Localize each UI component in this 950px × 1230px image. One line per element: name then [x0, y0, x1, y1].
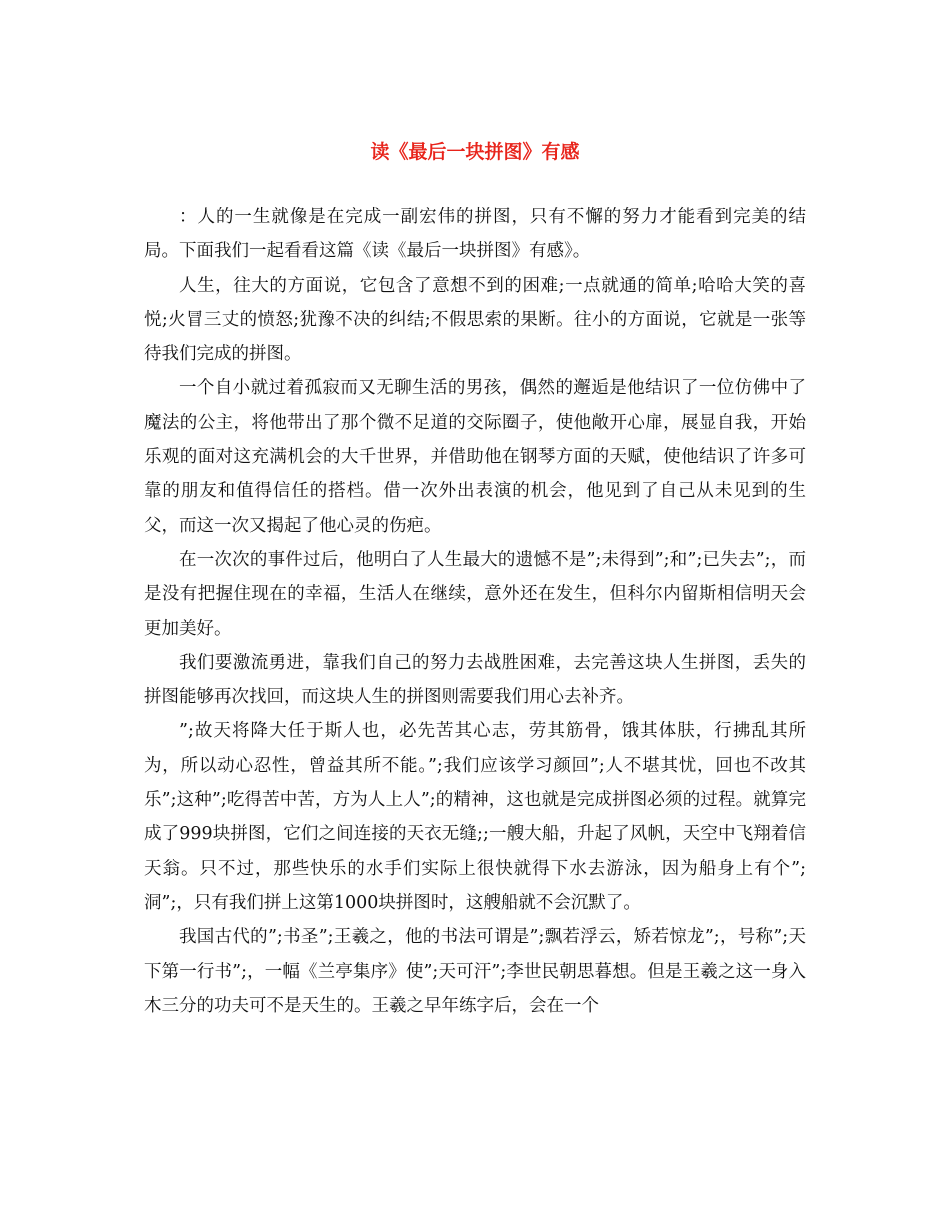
paragraph: 人生，往大的方面说，它包含了意想不到的困难;一点就通的简单;哈哈大笑的喜悦;火冒三丈的愤怒;犹豫不决的纠结;不假思索的果断。往小的方面说，它就是一张等待我们完成的拼图。 [144, 275, 806, 365]
paragraph: 我们要激流勇进，靠我们自己的努力去战胜困难，去完善这块人生拼图，丢失的拼图能够再次找回，而这块人生的拼图则需要我们用心去补齐。 [144, 652, 806, 708]
paragraph: 我国古代的”;书圣”;王羲之，他的书法可谓是”;飘若浮云，矫若惊龙”;，号称”;天下第一行书”;，一幅《兰亭集序》使”;天可汗”;李世民朝思暮想。但是王羲之这一身入木三分的功夫可不是天生的。王羲之早年练字后，会在一个 [144, 927, 806, 1016]
paragraph: ：人的一生就像是在完成一副宏伟的拼图，只有不懈的努力才能看到完美的结局。下面我们一起看看这篇《读《最后一块拼图》有感》。 [144, 207, 806, 262]
document-title: 读《最后一块拼图》有感 [370, 141, 580, 163]
paragraph: 一个自小就过着孤寂而又无聊生活的男孩，偶然的邂逅是他结识了一位仿佛中了魔法的公主，将他带出了那个微不足道的交际圈子，使他敞开心扉，展显自我，开始乐观的面对这充满机会的大千世界，并借助他在钢琴方面的天赋，使他结识了许多可靠的朋友和值得信任的搭档。借一次外出表演的机会，他见到了自己从未见到的生父，而这一次又揭起了他心灵的伤疤。 [144, 378, 806, 536]
document-body [144, 200, 806, 1023]
paragraph: 在一次次的事件过后，他明白了人生最大的遗憾不是”;未得到”;和”;已失去”;，而是没有把握住现在的幸福，生活人在继续，意外还在发生，但科尔内留斯相信明天会更加美好。 [144, 549, 806, 639]
paragraph: ”;故天将降大任于斯人也，必先苦其心志，劳其筋骨，饿其体肤，行拂乱其所为，所以动心忍性，曾益其所不能。”;我们应该学习颜回”;人不堪其忧，回也不改其乐”;这种”;吃得苦中苦，方为人上人”;的精神，这也就是完成拼图必须的过程。就算完成了999块拼图，它们之间连接的天衣无缝;;一艘大船，升起了风帆，天空中飞翔着信天翁。只不过，那些快乐的水手们实际上很快就得下水去游泳，因为船身上有个”;洞”;，只有我们拼上这第1000块拼图时，这艘船就不会沉默了。 [144, 721, 806, 913]
